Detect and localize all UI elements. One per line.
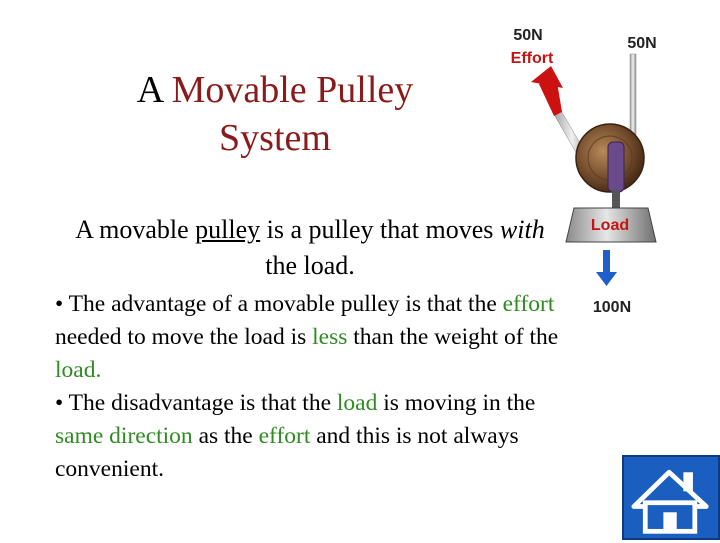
- bullet-highlight: effort: [258, 423, 311, 449]
- effort-label: Effort: [510, 50, 554, 67]
- load-label: Load: [590, 217, 630, 234]
- definition-middle: is a pulley that moves: [260, 215, 500, 244]
- bullet-text: and this is not always convenient.: [55, 423, 519, 482]
- home-button[interactable]: [622, 455, 720, 540]
- effort-force-label: 50N: [513, 27, 543, 44]
- effort-arrow: [531, 66, 563, 116]
- house-icon: [624, 457, 718, 538]
- title-accent: Movable Pulley: [171, 69, 414, 111]
- bullet-highlight: same direction: [55, 423, 193, 449]
- bullet-text: than the weight of the: [347, 324, 559, 350]
- definition-suffix: the load.: [265, 251, 355, 280]
- bullet-highlight: effort: [502, 291, 555, 317]
- bullet-text: needed to move the load is: [55, 324, 313, 350]
- bullet-highlight: load: [336, 390, 378, 416]
- bullet-text: is moving in the: [377, 390, 536, 416]
- bullet-text: as the: [192, 423, 259, 449]
- load-arrow: [596, 250, 617, 286]
- slide-title: [100, 66, 450, 162]
- definition-term: pulley: [195, 215, 261, 244]
- bullet-highlight: less: [312, 324, 348, 350]
- bullet-text: • The advantage of a movable pulley is that the: [55, 291, 503, 317]
- bullet-disadvantage: [55, 387, 585, 486]
- definition-prefix: A movable: [75, 215, 196, 244]
- bullet-highlight: load.: [55, 357, 102, 383]
- title-line2: System: [219, 117, 331, 159]
- bullet-text: • The disadvantage is that the: [55, 390, 337, 416]
- pulley-hook: [612, 190, 620, 210]
- pulley-diagram: [490, 18, 720, 328]
- definition-emphasis: with: [499, 215, 545, 244]
- title-prefix: A: [136, 69, 172, 111]
- load-force-label: 100N: [592, 299, 632, 316]
- right-force-label: 50N: [627, 35, 657, 52]
- definition-text: [70, 212, 550, 284]
- pulley-strap: [608, 142, 624, 192]
